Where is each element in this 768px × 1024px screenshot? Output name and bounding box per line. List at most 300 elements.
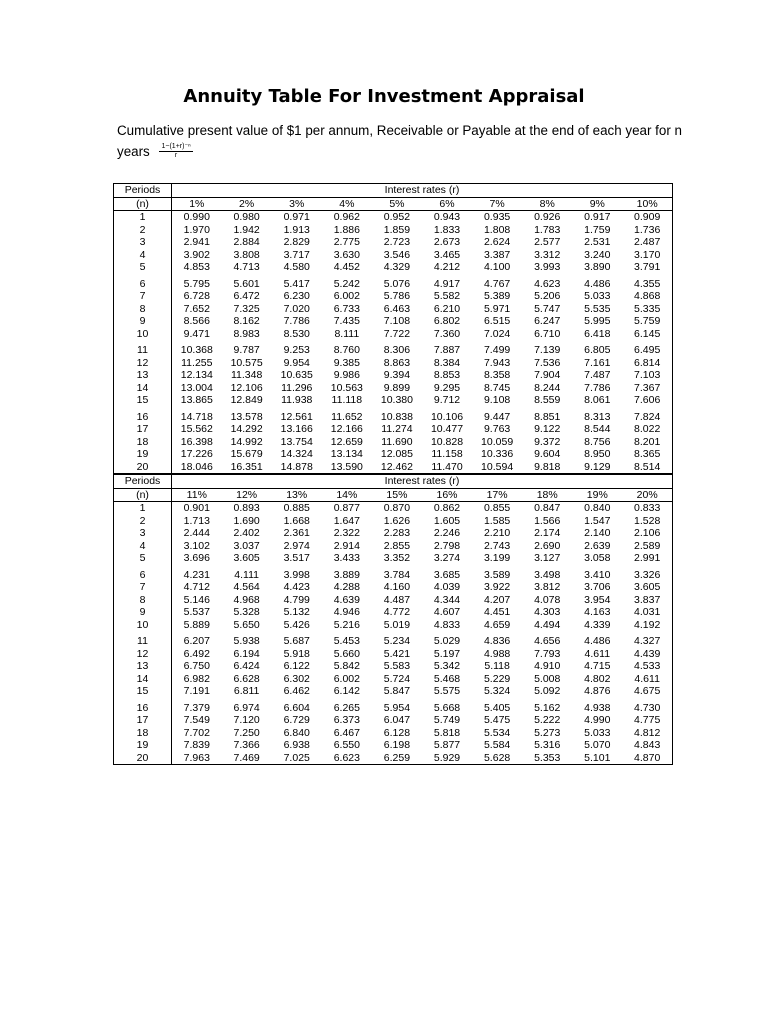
periods-header: Periods <box>114 184 172 198</box>
value-cell: 5.335 <box>634 302 661 315</box>
value-cell: 8.950 <box>584 448 611 460</box>
value-cell: 9.471 <box>183 327 210 340</box>
table-row <box>114 685 673 698</box>
period-cell: 19 <box>114 448 172 461</box>
value-cell: 5.724 <box>383 672 411 685</box>
value-cell: 0.840 <box>584 502 611 514</box>
value-cell: 6.728 <box>183 290 210 302</box>
value-cell: 7.325 <box>233 302 260 315</box>
value-cell: 9.108 <box>483 394 511 406</box>
value-cell: 2.974 <box>283 539 310 552</box>
value-cell: 12.106 <box>230 381 263 394</box>
page-title: Annuity Table For Investment Appraisal <box>183 86 585 107</box>
value-cell: 6.142 <box>333 685 360 697</box>
value-cell: 10.368 <box>180 344 213 356</box>
value-cell: 5.029 <box>433 635 461 647</box>
value-cell: 8.306 <box>383 344 411 356</box>
value-cell: 4.039 <box>433 581 461 593</box>
value-cell: 1.528 <box>634 514 661 527</box>
value-cell: 6.550 <box>333 739 360 751</box>
value-cell: 4.163 <box>584 606 611 618</box>
value-cell: 6.604 <box>283 701 310 714</box>
value-cell: 7.191 <box>183 685 210 697</box>
value-cell: 5.008 <box>534 672 561 685</box>
period-cell: 9 <box>114 606 172 619</box>
table-row <box>114 752 673 765</box>
table-row <box>114 236 673 249</box>
value-cell: 5.229 <box>483 672 511 685</box>
value-cell: 5.889 <box>183 618 210 631</box>
value-cell: 3.890 <box>584 261 611 273</box>
value-cell: 3.312 <box>534 248 561 261</box>
period-cell: 9 <box>114 315 172 328</box>
value-cell: 5.468 <box>433 672 461 685</box>
value-cell: 12.134 <box>180 369 213 381</box>
table-row <box>114 727 673 740</box>
value-cell: 7.963 <box>172 752 222 765</box>
rate-header: 16% <box>422 488 472 502</box>
value-cell: 5.070 <box>584 739 611 751</box>
value-cell: 1.585 <box>483 514 511 527</box>
rate-header: 10% <box>622 197 672 211</box>
table-row <box>114 619 673 632</box>
value-cell: 11.296 <box>281 381 313 394</box>
value-cell: 3.706 <box>584 581 611 593</box>
rate-header: 14% <box>322 488 372 502</box>
value-cell: 5.222 <box>534 714 561 726</box>
value-cell: 5.534 <box>483 726 511 739</box>
period-cell: 13 <box>114 369 172 382</box>
value-cell: 10.477 <box>430 423 464 435</box>
value-cell: 4.078 <box>534 593 561 606</box>
value-cell: 5.324 <box>483 685 511 697</box>
value-cell: 7.025 <box>272 752 322 765</box>
value-cell: 13.865 <box>180 394 213 406</box>
value-cell: 6.002 <box>333 672 360 685</box>
n-header: (n) <box>114 197 172 211</box>
value-cell: 8.760 <box>333 344 360 356</box>
value-cell: 0.926 <box>534 211 561 223</box>
value-cell: 0.990 <box>183 211 210 223</box>
value-cell: 3.589 <box>483 568 511 581</box>
value-cell: 5.583 <box>383 660 411 672</box>
table-row <box>114 565 673 582</box>
value-cell: 3.410 <box>584 568 611 581</box>
value-cell: 4.675 <box>634 685 661 697</box>
value-cell: 9.899 <box>383 381 411 394</box>
value-cell: 5.747 <box>534 302 561 315</box>
period-cell: 14 <box>114 382 172 395</box>
value-cell: 0.971 <box>283 211 310 223</box>
value-cell: 5.162 <box>534 701 561 714</box>
table-row <box>114 631 673 648</box>
value-cell: 13.754 <box>280 435 313 448</box>
value-cell: 8.863 <box>383 356 411 369</box>
value-cell: 0.943 <box>433 211 461 223</box>
table-row <box>114 502 673 515</box>
rate-header: 20% <box>622 488 672 502</box>
value-cell: 4.946 <box>333 606 360 618</box>
value-cell: 6.710 <box>534 327 561 340</box>
value-cell: 4.659 <box>483 618 511 631</box>
value-cell: 5.660 <box>333 647 360 660</box>
value-cell: 3.058 <box>584 552 611 564</box>
table-row <box>114 261 673 274</box>
value-cell: 4.767 <box>483 277 511 290</box>
rate-header: 6% <box>422 197 472 211</box>
value-cell: 2.884 <box>233 236 260 248</box>
value-cell: 4.160 <box>383 581 411 593</box>
value-cell: 2.210 <box>483 527 511 539</box>
interest-rates-header: Interest rates (r) <box>172 475 673 489</box>
value-cell: 2.743 <box>483 539 511 552</box>
value-cell: 6.805 <box>584 344 611 356</box>
value-cell: 7.606 <box>634 394 661 406</box>
value-cell: 5.234 <box>383 635 411 647</box>
period-cell: 11 <box>114 631 172 648</box>
value-cell: 5.242 <box>333 277 360 290</box>
value-cell: 2.361 <box>283 527 310 539</box>
value-cell: 2.941 <box>183 236 210 248</box>
value-cell: 5.601 <box>233 277 260 290</box>
period-cell: 19 <box>114 739 172 752</box>
period-cell: 10 <box>114 619 172 632</box>
rate-header: 9% <box>572 197 622 211</box>
table-row <box>114 515 673 528</box>
value-cell: 11.118 <box>331 394 363 406</box>
value-cell: 8.022 <box>634 423 661 435</box>
value-cell: 8.530 <box>283 327 310 340</box>
value-cell: 4.486 <box>584 277 611 290</box>
value-cell: 0.901 <box>183 502 210 514</box>
value-cell: 4.231 <box>183 568 210 581</box>
value-cell: 1.647 <box>333 514 360 527</box>
value-cell: 6.002 <box>333 290 360 302</box>
table-row <box>114 290 673 303</box>
value-cell: 14.878 <box>272 461 322 474</box>
value-cell: 4.611 <box>634 672 660 685</box>
value-cell: 7.549 <box>183 714 210 726</box>
value-cell: 6.230 <box>283 290 310 302</box>
period-cell: 5 <box>114 261 172 274</box>
value-cell: 3.465 <box>433 248 461 261</box>
period-cell: 3 <box>114 527 172 540</box>
value-cell: 12.166 <box>330 423 363 435</box>
intro-years-label: years <box>117 144 150 159</box>
value-cell: 5.076 <box>383 277 411 290</box>
value-cell: 5.405 <box>483 701 511 714</box>
table-row <box>114 340 673 357</box>
value-cell: 6.198 <box>383 739 411 751</box>
value-cell: 9.129 <box>572 461 622 474</box>
value-cell: 2.589 <box>634 539 661 552</box>
value-cell: 5.417 <box>283 277 310 290</box>
value-cell: 3.274 <box>433 552 461 564</box>
value-cell: 4.715 <box>584 660 611 672</box>
value-cell: 8.851 <box>534 410 561 423</box>
value-cell: 2.174 <box>534 527 561 539</box>
value-cell: 6.492 <box>183 647 210 660</box>
rate-header: 5% <box>372 197 422 211</box>
rate-header: 15% <box>372 488 422 502</box>
value-cell: 3.696 <box>183 552 210 564</box>
value-cell: 0.917 <box>584 211 611 223</box>
value-cell: 4.775 <box>634 714 661 726</box>
value-cell: 6.122 <box>283 660 310 672</box>
value-cell: 7.536 <box>534 356 561 369</box>
value-cell: 2.106 <box>634 527 661 539</box>
value-cell: 4.580 <box>283 261 310 273</box>
rate-header: 2% <box>222 197 272 211</box>
value-cell: 4.303 <box>534 606 561 618</box>
value-cell: 4.423 <box>283 581 310 593</box>
value-cell: 4.713 <box>233 261 260 273</box>
value-cell: 11.255 <box>181 356 213 369</box>
value-cell: 5.146 <box>183 593 210 606</box>
value-cell: 3.998 <box>283 568 310 581</box>
value-cell: 4.917 <box>433 277 461 290</box>
value-cell: 9.712 <box>433 394 461 406</box>
value-cell: 6.733 <box>333 302 360 315</box>
value-cell: 11.938 <box>281 394 313 406</box>
table-row <box>114 648 673 661</box>
value-cell: 6.424 <box>233 660 260 672</box>
value-cell: 12.561 <box>280 410 313 423</box>
value-cell: 7.379 <box>183 701 210 714</box>
value-cell: 1.668 <box>283 514 310 527</box>
period-cell: 8 <box>114 303 172 316</box>
value-cell: 6.974 <box>233 701 260 714</box>
value-cell: 0.862 <box>433 502 461 514</box>
value-cell: 4.611 <box>584 647 611 660</box>
value-cell: 3.352 <box>383 552 411 564</box>
value-cell: 2.829 <box>283 236 310 248</box>
value-cell: 8.061 <box>584 394 611 406</box>
value-cell: 5.584 <box>483 739 511 751</box>
table-row <box>114 540 673 553</box>
rate-header: 3% <box>272 197 322 211</box>
periods-header: Periods <box>114 475 172 489</box>
value-cell: 3.784 <box>383 568 411 581</box>
period-cell: 18 <box>114 727 172 740</box>
intro-formula-line <box>117 143 193 160</box>
period-cell: 1 <box>114 502 172 515</box>
value-cell: 5.328 <box>233 606 260 618</box>
value-cell: 4.329 <box>383 261 411 273</box>
value-cell: 11.690 <box>381 435 413 448</box>
value-cell: 5.273 <box>534 726 561 739</box>
value-cell: 8.201 <box>634 435 661 448</box>
value-cell: 13.004 <box>180 381 213 394</box>
value-cell: 8.566 <box>183 315 210 327</box>
value-cell: 3.837 <box>634 593 661 606</box>
value-cell: 7.120 <box>233 714 260 726</box>
value-cell: 1.970 <box>183 223 210 236</box>
value-cell: 7.887 <box>433 344 461 356</box>
value-cell: 7.786 <box>283 315 310 327</box>
value-cell: 0.833 <box>634 502 661 514</box>
value-cell: 4.607 <box>433 606 461 618</box>
value-cell: 14.292 <box>230 423 263 435</box>
period-cell: 7 <box>114 581 172 594</box>
value-cell: 4.111 <box>234 568 259 581</box>
value-cell: 2.140 <box>584 527 611 539</box>
value-cell: 5.575 <box>433 685 461 697</box>
value-cell: 9.447 <box>483 410 511 423</box>
value-cell: 4.868 <box>634 290 661 302</box>
period-cell: 14 <box>114 673 172 686</box>
intro-text: Cumulative present value of $1 per annum, Receivable or Payable at the end of each year for n <box>117 123 682 138</box>
value-cell: 3.517 <box>283 552 310 564</box>
value-cell: 5.206 <box>534 290 561 302</box>
value-cell: 4.100 <box>483 261 511 273</box>
value-cell: 5.877 <box>433 739 461 751</box>
value-cell: 1.942 <box>233 223 260 236</box>
value-cell: 8.853 <box>433 369 461 381</box>
value-cell: 5.818 <box>433 726 461 739</box>
value-cell: 10.336 <box>481 448 514 460</box>
value-cell: 6.207 <box>183 635 210 647</box>
period-cell: 20 <box>114 461 172 474</box>
value-cell: 5.033 <box>584 726 611 739</box>
value-cell: 14.992 <box>230 435 263 448</box>
value-cell: 4.990 <box>584 714 611 726</box>
value-cell: 4.207 <box>483 593 511 606</box>
value-cell: 5.475 <box>483 714 511 726</box>
value-cell: 5.353 <box>522 752 572 765</box>
value-cell: 6.247 <box>534 315 561 327</box>
value-cell: 3.127 <box>534 552 561 564</box>
value-cell: 9.787 <box>233 344 260 356</box>
value-cell: 8.756 <box>584 435 611 448</box>
value-cell: 2.673 <box>433 236 461 248</box>
value-cell: 8.162 <box>233 315 260 327</box>
table-row <box>114 274 673 291</box>
value-cell: 10.828 <box>430 435 464 448</box>
value-cell: 4.772 <box>383 606 411 618</box>
period-cell: 10 <box>114 328 172 341</box>
value-cell: 3.546 <box>383 248 411 261</box>
value-cell: 6.729 <box>283 714 310 726</box>
value-cell: 6.194 <box>233 647 260 660</box>
value-cell: 7.139 <box>534 344 561 356</box>
value-cell: 5.971 <box>483 302 511 315</box>
value-cell: 2.855 <box>383 539 411 552</box>
value-cell: 8.365 <box>634 448 661 460</box>
value-cell: 12.085 <box>380 448 413 460</box>
value-cell: 6.373 <box>333 714 360 726</box>
value-cell: 7.469 <box>222 752 272 765</box>
table-row <box>114 407 673 424</box>
value-cell: 11.470 <box>422 461 472 474</box>
value-cell: 7.652 <box>183 302 210 315</box>
value-cell: 4.938 <box>584 701 611 714</box>
value-cell: 10.563 <box>330 381 363 394</box>
value-cell: 5.535 <box>584 302 611 315</box>
value-cell: 9.372 <box>534 435 561 448</box>
value-cell: 3.954 <box>584 593 611 606</box>
value-cell: 4.876 <box>584 685 611 697</box>
value-cell: 6.145 <box>634 327 661 340</box>
value-cell: 4.910 <box>534 660 561 672</box>
value-cell: 3.199 <box>483 552 511 564</box>
value-cell: 5.628 <box>472 752 522 765</box>
value-cell: 1.690 <box>233 514 260 527</box>
rate-header: 11% <box>172 488 222 502</box>
value-cell: 8.313 <box>584 410 611 423</box>
value-cell: 7.161 <box>584 356 611 369</box>
value-cell: 8.384 <box>433 356 461 369</box>
value-cell: 4.853 <box>183 261 210 273</box>
value-cell: 7.487 <box>584 369 611 381</box>
rate-header: 7% <box>472 197 522 211</box>
period-cell: 13 <box>114 660 172 673</box>
period-cell: 4 <box>114 540 172 553</box>
value-cell: 4.487 <box>383 593 411 606</box>
value-cell: 6.802 <box>433 315 461 327</box>
table-row <box>114 249 673 262</box>
value-cell: 6.938 <box>283 739 310 751</box>
period-cell: 11 <box>114 340 172 357</box>
value-cell: 7.943 <box>483 356 511 369</box>
period-cell: 2 <box>114 224 172 237</box>
value-cell: 5.582 <box>433 290 461 302</box>
period-cell: 12 <box>114 648 172 661</box>
value-cell: 6.982 <box>183 672 210 685</box>
value-cell: 1.605 <box>433 514 461 527</box>
value-cell: 4.212 <box>433 261 461 273</box>
period-cell: 6 <box>114 274 172 291</box>
value-cell: 2.577 <box>534 236 561 248</box>
value-cell: 4.799 <box>283 593 310 606</box>
value-cell: 10.838 <box>380 410 413 423</box>
value-cell: 4.870 <box>622 752 672 765</box>
value-cell: 3.102 <box>183 539 210 552</box>
value-cell: 15.562 <box>180 423 213 435</box>
value-cell: 14.718 <box>180 410 213 423</box>
value-cell: 3.037 <box>233 539 260 552</box>
rate-header: 8% <box>522 197 572 211</box>
value-cell: 7.250 <box>233 726 260 739</box>
value-cell: 7.499 <box>483 344 511 356</box>
value-cell: 5.954 <box>383 701 411 714</box>
value-cell: 5.421 <box>383 647 411 660</box>
value-cell: 4.486 <box>584 635 611 647</box>
value-cell: 5.197 <box>433 647 461 660</box>
value-cell: 2.444 <box>183 527 210 539</box>
value-cell: 7.360 <box>433 327 461 340</box>
value-cell: 12.462 <box>372 461 422 474</box>
value-cell: 6.210 <box>433 302 461 315</box>
value-cell: 2.914 <box>333 539 360 552</box>
value-cell: 3.791 <box>634 261 661 273</box>
value-cell: 5.453 <box>333 635 360 647</box>
value-cell: 1.859 <box>383 223 411 236</box>
value-cell: 5.426 <box>283 618 310 631</box>
value-cell: 3.717 <box>283 248 310 261</box>
value-cell: 13.166 <box>280 423 313 435</box>
value-cell: 1.886 <box>333 223 360 236</box>
interest-rates-header: Interest rates (r) <box>172 184 673 198</box>
value-cell: 13.134 <box>330 448 363 460</box>
period-cell: 16 <box>114 698 172 715</box>
rate-header: 12% <box>222 488 272 502</box>
period-cell: 8 <box>114 594 172 607</box>
value-cell: 5.847 <box>383 685 411 697</box>
table-row <box>114 328 673 341</box>
value-cell: 7.786 <box>584 381 611 394</box>
value-cell: 5.759 <box>634 315 661 327</box>
